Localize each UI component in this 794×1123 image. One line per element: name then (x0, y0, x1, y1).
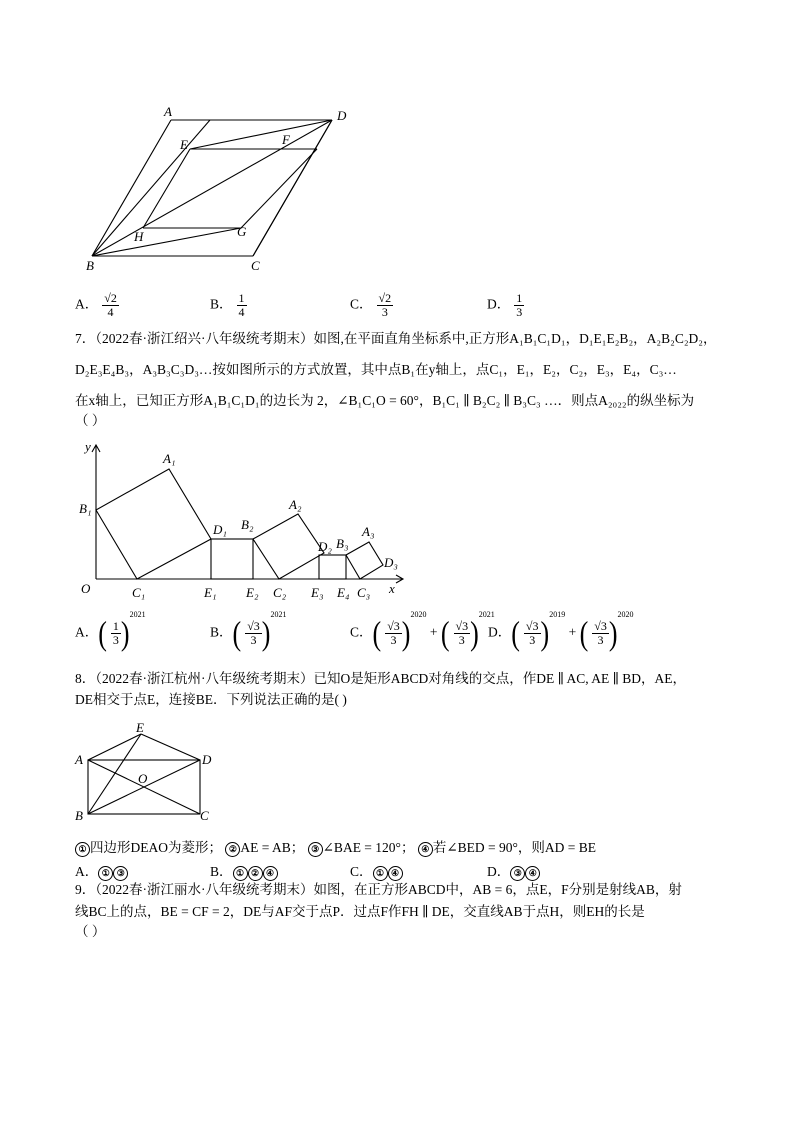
fig7-label-e1: E₁ (204, 585, 217, 600)
q8-option-a[interactable]: A． ① ③ (75, 860, 128, 881)
q6-option-b[interactable]: B． $\frac{1}{4}$ (210, 291, 245, 319)
fig7-label-a3: A₃ (362, 524, 375, 539)
q6-option-a[interactable]: A． $\frac{√2}{4}$ (75, 291, 117, 319)
q8-option-d[interactable]: D． ③ ④ (487, 860, 540, 881)
q9-line-3: （ ） (75, 924, 106, 939)
q7-option-d[interactable]: D．( $\frac{√3}{3}$ )$^{2019}$ + ( $\frac{√3}{3}$ )$^{2020}$ (488, 610, 634, 652)
circle-2-mark: ② (225, 842, 240, 857)
fig6-label-f: F (282, 132, 290, 147)
fig8-label-a: A (75, 752, 83, 767)
circle-1-mark: ① (75, 842, 90, 857)
fig7-label-c3: C₃ (357, 585, 371, 600)
q8-line-1: 8．（2022春·浙江杭州·八年级统考期末）已知O是矩形ABCD对角线的交点，作DE ∥ AC, AE ∥ BD，AE， (75, 671, 686, 686)
fig7-label-a2: A₂ (289, 497, 302, 512)
q6-figure (80, 100, 360, 280)
fig6-label-g: G (237, 224, 247, 239)
fig7-label-e4: E₄ (337, 585, 350, 600)
fig6-label-b: B (86, 258, 94, 273)
fig8-label-d: D (202, 752, 212, 767)
fig7-label-x: x (389, 581, 395, 596)
fig7-label-b2: B₂ (241, 517, 254, 532)
circle-3-mark: ③ (308, 842, 323, 857)
fig7-label-a1: A₁ (163, 451, 176, 466)
q9-line-2: 线BC上的点，BE = CF = 2，DE与AF交于点P．过点F作FH ∥ DE，交直线AB于点H，则EH的长是 (75, 904, 645, 919)
fig7-label-d3: D₃ (384, 555, 398, 570)
q7-line-3: 在x轴上，已知正方形A₁B₁C₁D₁的边长为 2，∠B₁C₁O = 60°，B₁C₁ ∥ B₂C₂ ∥ B₃C₃ …．则点A₂₀₂₂的纵坐标为 (75, 393, 695, 408)
fig8-label-o: O (138, 771, 148, 786)
fig6-label-e: E (180, 137, 188, 152)
q8-line-2: DE相交于点E，连接BE．下列说法正确的是( ) (75, 692, 347, 707)
q7-option-c[interactable]: C．( $\frac{√3}{3}$ )$^{2020}$ + ( $\frac{√3}{3}$ )$^{2021}$ (350, 610, 495, 652)
circle-4-mark: ④ (418, 842, 433, 857)
fig8-label-e: E (136, 720, 144, 735)
fig6-label-h: H (134, 229, 144, 244)
q8-figure (70, 720, 220, 825)
fig7-label-b1: B₁ (79, 501, 92, 516)
fig6-label-a: A (164, 104, 172, 119)
fig7-label-e3: E₃ (311, 585, 324, 600)
q6-option-d[interactable]: D． $\frac{1}{3}$ (487, 291, 523, 319)
q7-option-a[interactable]: A．( $\frac{1}{3}$ )$^{2021}$ (75, 610, 146, 652)
fig7-label-d1: D₁ (213, 522, 227, 537)
fig7-label-c2: C₂ (273, 585, 287, 600)
q7-line-1: 7．（2022春·浙江绍兴·八年级统考期末）如图,在平面直角坐标系中,正方形A₁B₁C₁D₁，D₁E₁E₂B₂，A₂B₂C₂D₂， (75, 331, 717, 346)
q8-option-c[interactable]: C． ① ④ (350, 860, 403, 881)
q7-figure (75, 435, 415, 605)
fig7-label-o: O (81, 581, 91, 596)
fig7-label-y: y (85, 439, 91, 454)
q8-option-b[interactable]: B． ① ② ④ (210, 860, 278, 881)
q7-line-4: （ ） (75, 413, 106, 428)
q8-statements: ① 四边形DEAO为菱形； ② AE = AB； ③ ∠BAE = 120°； ④ 若∠BED = 90°，则AD = BE (75, 839, 596, 857)
q9-line-1: 9．（2022春·浙江丽水·八年级统考期末）如图，在正方形ABCD中，AB = 6，点E，F分别是射线AB，射 (75, 882, 682, 897)
fig7-label-b3: B₃ (336, 536, 349, 551)
q7-line-2: D₂E₃E₄B₃，A₃B₃C₃D₃…按如图所示的方式放置，其中点B₁在y轴上，点C₁，E₁，E₂，C₂，E₃，E₄，C₃… (75, 362, 677, 377)
fig7-label-d2: D₂ (318, 539, 332, 554)
q7-option-b[interactable]: B．( $\frac{√3}{3}$ )$^{2021}$ (210, 610, 287, 652)
fig6-label-d: D (337, 108, 347, 123)
fig7-label-c1: C₁ (132, 585, 146, 600)
fig6-label-c: C (251, 258, 260, 273)
fig8-label-c: C (200, 808, 209, 823)
q6-option-c[interactable]: C． $\frac{√2}{3}$ (350, 291, 392, 319)
fig7-label-e2: E₂ (246, 585, 259, 600)
fig8-label-b: B (75, 808, 83, 823)
